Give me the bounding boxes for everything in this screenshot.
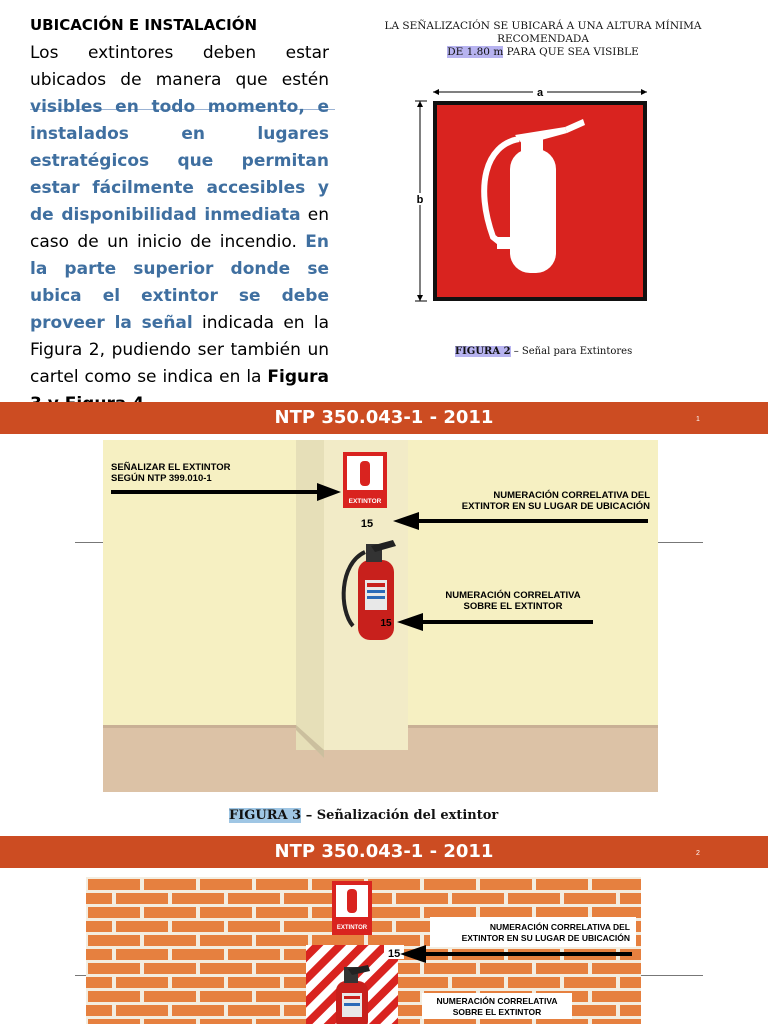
label-extinguisher: SOBRE EL EXTINTOR bbox=[452, 1007, 542, 1017]
figure2-note-rest: PARA QUE SEA VISIBLE bbox=[503, 46, 639, 58]
figure4-illustration bbox=[86, 877, 641, 1024]
text-run: en caso de un inicio de incendio. bbox=[30, 205, 329, 252]
dimension-b-label: b bbox=[416, 194, 424, 206]
arrowhead bbox=[433, 89, 439, 95]
text-run: Los extintores deben estar ubicados de manera que estén bbox=[30, 43, 329, 90]
figure3-caption-text: – Señalización del extintor bbox=[301, 808, 499, 823]
divider bbox=[75, 542, 105, 543]
text-run-highlight: visibles en todo momento, e instalados en lugares estratégicos que permitan estar fácilmente accesibles y de disponibilidad inmediata bbox=[30, 97, 329, 225]
slide-number: 1 bbox=[696, 416, 700, 423]
label-extinguisher: NUMERACIÓN CORRELATIVA bbox=[445, 590, 581, 601]
sign-label: EXTINTOR bbox=[336, 925, 368, 931]
label-location: EXTINTOR EN SU LUGAR DE UBICACIÓN bbox=[461, 933, 630, 943]
figure3-caption bbox=[229, 808, 498, 823]
label-signalize: SEÑALIZAR EL EXTINTOR bbox=[111, 462, 231, 473]
slide-number: 2 bbox=[696, 850, 700, 857]
sign-pictogram bbox=[347, 889, 357, 913]
text-run-highlight: En la parte superior donde se ubica el extintor se debe proveer la señal bbox=[30, 232, 329, 333]
arrowhead bbox=[417, 101, 423, 107]
label-extinguisher: NUMERACIÓN CORRELATIVA bbox=[436, 996, 558, 1006]
label-extinguisher: SOBRE EL EXTINTOR bbox=[463, 601, 563, 612]
arrowhead bbox=[417, 295, 423, 301]
divider bbox=[640, 975, 703, 976]
slide-title: NTP 350.043-1 - 2011 bbox=[274, 841, 494, 862]
extinguisher-sign-figure bbox=[415, 87, 655, 307]
sign-label: EXTINTOR bbox=[348, 498, 382, 505]
figure2-caption bbox=[455, 346, 632, 357]
text-run-bold: Figura bbox=[267, 367, 329, 387]
figure2-caption-text: – Señal para Extintores bbox=[510, 346, 633, 357]
label-location: EXTINTOR EN SU LUGAR DE UBICACIÓN bbox=[461, 501, 650, 512]
location-number: 15 bbox=[388, 948, 401, 960]
label-location: NUMERACIÓN CORRELATIVA DEL bbox=[493, 490, 650, 501]
label-signalize: SEGÚN NTP 399.010-1 bbox=[111, 473, 212, 484]
section-heading: UBICACIÓN E INSTALACIÓN bbox=[30, 16, 258, 34]
figure2-note-line bbox=[338, 46, 748, 59]
divider bbox=[656, 542, 703, 543]
slide-title: NTP 350.043-1 - 2011 bbox=[274, 407, 494, 428]
location-number: 15 bbox=[360, 518, 374, 530]
figure2-caption-label: FIGURA 2 bbox=[455, 346, 511, 357]
figure3-caption-label: FIGURA 3 bbox=[229, 808, 302, 823]
dimension-a-label: a bbox=[536, 87, 544, 99]
figure3-illustration bbox=[103, 440, 658, 792]
extinguisher-number: 15 bbox=[380, 618, 392, 629]
sign-pictogram bbox=[360, 461, 370, 486]
text-run: indicada en la Figura 2, pudiendo ser también un cartel como se indica en la bbox=[30, 313, 329, 387]
slide-title-bar bbox=[0, 836, 768, 868]
body-paragraph bbox=[30, 40, 329, 418]
figure2-note bbox=[338, 20, 748, 59]
slide-title-bar bbox=[0, 402, 768, 434]
height-highlight: DE 1.80 m bbox=[447, 46, 504, 58]
figure2-note-line: LA SEÑALIZACIÓN SE UBICARÁ A UNA ALTURA MÍNIMA RECOMENDADA bbox=[384, 20, 702, 45]
arrowhead bbox=[641, 89, 647, 95]
label-location: NUMERACIÓN CORRELATIVA DEL bbox=[489, 922, 630, 932]
